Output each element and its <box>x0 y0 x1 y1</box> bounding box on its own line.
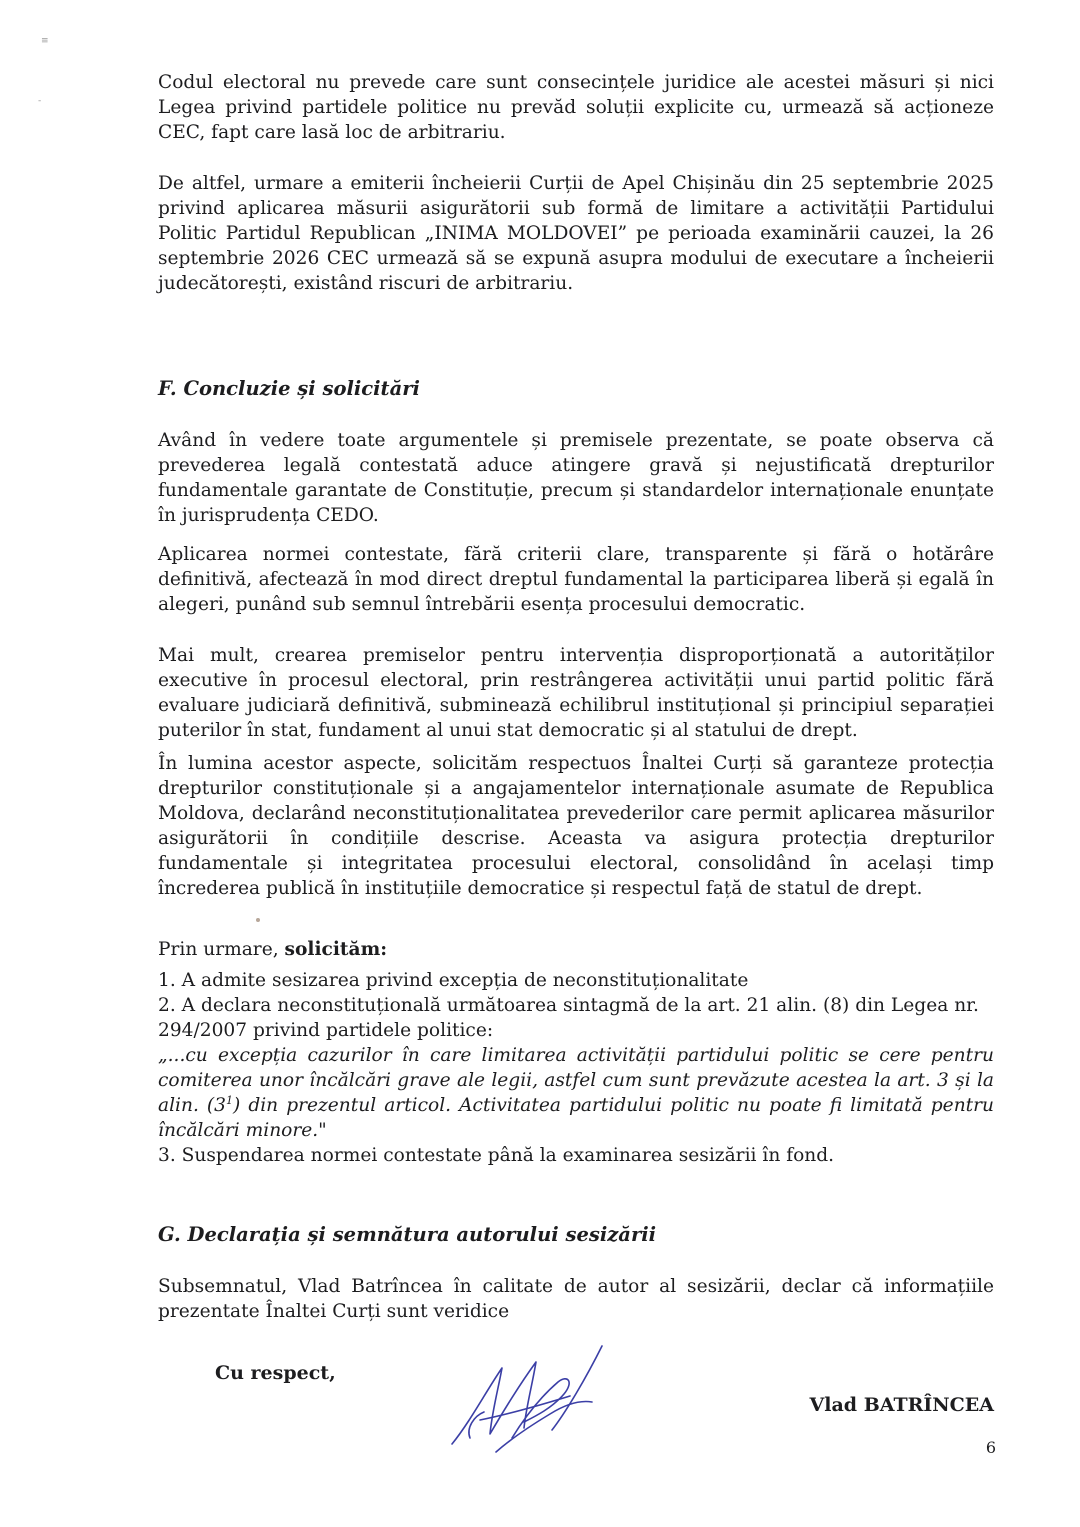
intro-paragraph: Codul electoral nu prevede care sunt consecințele juridice ale acestei măsuri și nici Legea privind partidele politice nu prevăd soluții explicite cu, urmează să acționeze CEC, fapt care lasă loc de arbitrariu. <box>158 72 994 143</box>
handwritten-signature <box>440 1342 610 1454</box>
margin-mark: - <box>38 96 42 106</box>
contested-phrase-quote <box>158 1043 994 1143</box>
quote-superscript: 1 <box>226 1093 234 1107</box>
quote-text: ) din prezentul articol. Activitatea partidului politic nu poate fi limitată pentru încălcări minore." <box>158 1095 994 1141</box>
conclusion-paragraph: Având în vedere toate argumentele și premisele prezentate, se poate observa că prevederea legală contestată aduce atingere gravă și nejustificată drepturilor fundamentale garantate de Constituție, precum și standardelor internaționale enunțate în jurisprudența CEDO. <box>158 430 994 526</box>
request-list <box>158 968 994 1168</box>
conclusion-paragraph: Aplicarea normei contestate, fără criterii clare, transparente și fără o hotărâre definitivă, afectează în mod direct dreptul fundamental la participarea liberă și egală în alegeri, punând sub semnul întrebării esența procesului democratic. <box>158 544 994 615</box>
closing-salutation: Cu respect, <box>215 1362 336 1384</box>
page-number: 6 <box>985 1438 996 1457</box>
declaration-paragraph: Subsemnatul, Vlad Batrîncea în calitate de autor al sesizării, declar că informațiile prezentate Înaltei Curți sunt veridice <box>158 1276 994 1322</box>
request-item: 1. A admite sesizarea privind excepția de neconstituționalitate <box>158 970 749 991</box>
request-intro-text: Prin urmare, <box>158 939 279 960</box>
section-f-heading: F. Concluzie și solicitări <box>158 377 420 400</box>
margin-mark: ≡ <box>41 36 49 46</box>
request-item: 2. A declara neconstituțională următoarea sintagmă de la art. 21 alin. (8) din Legea nr. 294/2007 privind partidele politice: <box>158 995 979 1041</box>
author-name: Vlad BATRÎNCEA <box>809 1394 994 1416</box>
request-intro-bold: solicităm: <box>284 939 388 960</box>
section-g-heading: G. Declarația și semnătura autorului sesizării <box>158 1223 657 1246</box>
request-item: 3. Suspendarea normei contestate până la examinarea sesizării în fond. <box>158 1145 835 1166</box>
conclusion-paragraph: Mai mult, crearea premiselor pentru intervenția disproporționată a autorităților executive în procesul electoral, prin restrângerea activității unui partid politic fără evaluare judiciară definitivă, subminează echilibrul instituțional și principiul separației puterilor în stat, fundament al unui stat democratic și al statului de drept. <box>158 645 994 741</box>
conclusion-paragraph: În lumina acestor aspecte, solicităm respectuos Înaltei Curți să garanteze protecția drepturilor constituționale și a angajamentelor internaționale asumate de Republica Moldova, declarând neconstituționalitatea prevederilor care permit aplicarea măsurilor asigurătorii în condițiile descrise. Aceasta va asigura protecția drepturilor fundamentale și integritatea procesului electoral, consolidând în același timp încrederea publică în instituțiile democratice și respectul față de statul de drept. <box>158 753 994 899</box>
intro-paragraph: De altfel, urmare a emiterii încheierii Curții de Apel Chișinău din 25 septembrie 2025 privind aplicarea măsurii asigurătorii sub formă de limitare a activității Partidului Politic Partidul Republican „INIMA MOLDOVEI” pe perioada examinării cauzei, la 26 septembrie 2026 CEC urmează să se expună asupra modului de executare a încheierii judecătorești, existând riscuri de arbitrariu. <box>158 173 994 294</box>
ink-speck <box>256 918 260 922</box>
quote-text: „...cu excepția cazurilor în care limitarea activității partidului politic se cere pentru comiterea unor încălcări grave ale legii, astfel cum sunt prevăzute acestea la art. 3 și la alin. (3 <box>158 1045 994 1116</box>
request-intro <box>158 937 994 962</box>
document-body <box>158 70 994 1324</box>
